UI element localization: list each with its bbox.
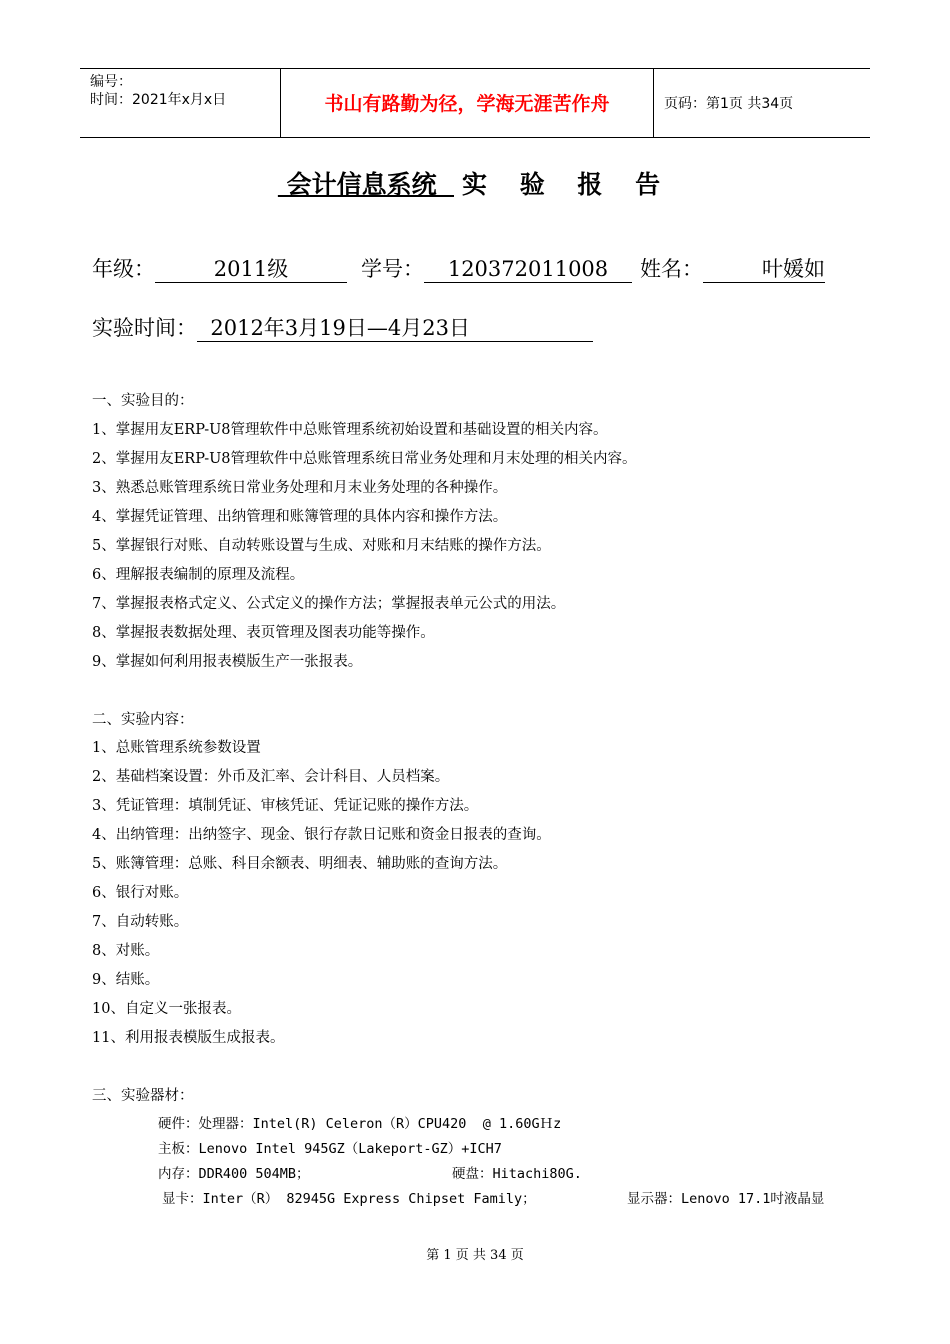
- purpose-heading: 一、实验目的：: [92, 393, 194, 409]
- page-footer: 第 1 页 共 34 页: [426, 1248, 524, 1263]
- content-item: 10、自定义一张报表。: [92, 1001, 241, 1017]
- header-motto: 书山有路勤为径，学海无涯苦作舟: [324, 93, 610, 115]
- report-title-suffix: 实 验 报 告: [462, 170, 673, 199]
- header-left-cell: [80, 69, 281, 137]
- student-id-label: 学号：: [361, 257, 424, 281]
- purpose-item: 2、掌握用友ERP-U8管理软件中总账管理系统日常业务处理和月末处理的相关内容。: [92, 451, 637, 467]
- equipment-heading: 三、实验器材：: [92, 1088, 194, 1104]
- grade-value: 2011级: [155, 256, 347, 283]
- content-item: 3、凭证管理：填制凭证、审核凭证、凭证记账的操作方法。: [92, 798, 479, 814]
- content-item: 8、对账。: [92, 943, 160, 959]
- content-item: 5、账簿管理：总账、科目余额表、明细表、辅助账的查询方法。: [92, 856, 508, 872]
- content-item: 2、基础档案设置：外币及汇率、会计科目、人员档案。: [92, 769, 450, 785]
- student-info-row: [92, 254, 825, 284]
- header-number-label: 编号：: [90, 74, 132, 90]
- experiment-time-row: [92, 313, 593, 343]
- student-id-value: 120372011008: [424, 256, 632, 283]
- page-header: [80, 68, 870, 138]
- content-item: 9、结账。: [92, 972, 160, 988]
- content-item: 4、出纳管理：出纳签字、现金、银行存款日记账和资金日报表的查询。: [92, 827, 551, 843]
- header-right-cell: [654, 69, 870, 137]
- purpose-item: 3、熟悉总账管理系统日常业务处理和月末业务处理的各种操作。: [92, 480, 508, 496]
- content-item: 6、银行对账。: [92, 885, 189, 901]
- report-title: [0, 168, 950, 202]
- experiment-time-label: 实验时间：: [92, 316, 197, 340]
- experiment-time-value: [197, 315, 593, 342]
- content-item: 7、自动转账。: [92, 914, 189, 930]
- purpose-item: 7、掌握报表格式定义、公式定义的操作方法；掌握报表单元公式的用法。: [92, 596, 566, 612]
- purpose-item: 6、理解报表编制的原理及流程。: [92, 567, 305, 583]
- header-date-label: 时间：2021年x月x日: [90, 92, 227, 108]
- student-name-value: 叶媛如: [703, 256, 825, 283]
- equipment-disk: 硬盘：Hitachi80G.: [452, 1166, 582, 1182]
- equipment-memory: 内存：DDR400 504MB；: [158, 1166, 310, 1182]
- header-middle-cell: [281, 69, 654, 137]
- content-item: 1、总账管理系统参数设置: [92, 740, 261, 756]
- purpose-item: 5、掌握银行对账、自动转账设置与生成、对账和月末结账的操作方法。: [92, 538, 551, 554]
- student-name-label: 姓名：: [640, 257, 703, 281]
- purpose-item: 9、掌握如何利用报表模版生产一张报表。: [92, 654, 363, 670]
- experiment-time-text: 2012年3月19日—4月23日: [210, 316, 470, 340]
- equipment-motherboard: 主板：Lenovo Intel 945GZ（Lakeport-GZ）+ICH7: [158, 1141, 502, 1157]
- equipment-gpu: 显卡：Inter（R） 82945G Express Chipset Family；: [162, 1191, 536, 1207]
- equipment-hardware: 硬件：处理器：Intel(R) Celeron（R）CPU420 @ 1.60GＨz: [158, 1116, 562, 1132]
- grade-label: 年级：: [92, 257, 155, 281]
- report-title-name: 会计信息系统: [277, 170, 454, 199]
- purpose-item: 1、掌握用友ERP-U8管理软件中总账管理系统初始设置和基础设置的相关内容。: [92, 422, 608, 438]
- content-item: 11、利用报表模版生成报表。: [92, 1030, 285, 1046]
- header-page-info: 页码：第1页 共34页: [664, 96, 794, 112]
- purpose-item: 4、掌握凭证管理、出纳管理和账簿管理的具体内容和操作方法。: [92, 509, 508, 525]
- purpose-item: 8、掌握报表数据处理、表页管理及图表功能等操作。: [92, 625, 435, 641]
- content-heading: 二、实验内容：: [92, 712, 194, 728]
- equipment-monitor: 显示器：Lenovo 17.1吋液晶显: [627, 1191, 825, 1207]
